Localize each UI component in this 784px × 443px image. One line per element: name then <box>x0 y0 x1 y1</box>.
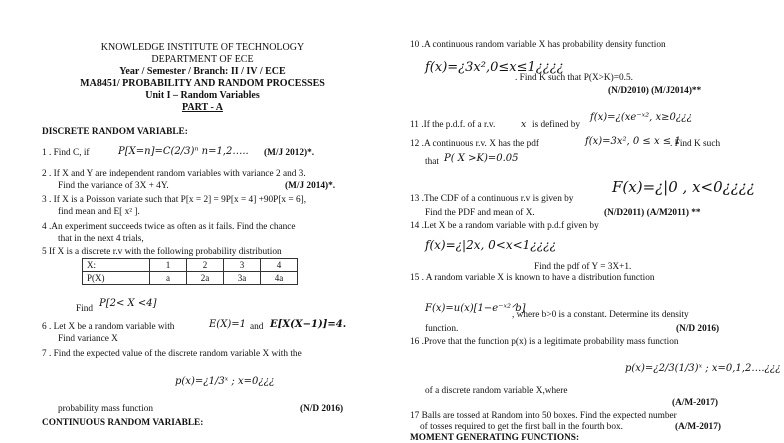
q15-formula: F(x)=u(x)[1−e⁻ˣ²ᐟb] <box>425 303 526 314</box>
table-cell: P(X) <box>83 272 150 285</box>
table-cell: 3 <box>224 259 261 272</box>
q2-tag: (M/J 2014)*. <box>285 181 336 191</box>
q12-line1: 12 .A continuous r.v. X has the pdf <box>410 139 540 149</box>
q7-line2: probability mass function <box>58 404 154 414</box>
q1-tag: (M/J 2012)*. <box>264 148 315 158</box>
q11-line1: 11 .If the p.d.f. of a r.v. <box>410 120 496 130</box>
q11-line1b: is defined by <box>532 120 581 130</box>
table-row <box>83 259 298 272</box>
q15-tag: (N/D 2016) <box>676 324 720 334</box>
q3-line2: find mean and E[ x² ]. <box>58 207 140 217</box>
q14-formula: f(x)=¿|2x, 0<x<1¿¿¿¿ <box>425 238 557 252</box>
q4-line1: 4 .An experiment succeeds twice as often as it fails. Find the chance <box>42 222 296 232</box>
q12-line1b: . Find K such <box>670 139 721 149</box>
q17-tag: (A/M-2017) <box>675 422 721 432</box>
q1-formula: P[X=n]=C(2/3)ⁿ n=1,2….. <box>118 146 249 157</box>
institute-name: KNOWLEDGE INSTITUTE OF TECHNOLOGY <box>100 42 305 53</box>
year-line: Year / Semester / Branch: II / IV / ECE <box>119 66 286 77</box>
pmf-table <box>82 258 298 285</box>
table-cell: 1 <box>150 259 187 272</box>
q16-tag: (A/M-2017) <box>672 398 718 408</box>
q14-line2: Find the pdf of Y = 3X+1. <box>534 262 632 272</box>
q2-line1: 2 . If X and Y are independent random variables with variance 2 and 3. <box>42 169 306 179</box>
q12-formula: f(x)=3x², 0 ≤ x ≤ 1 <box>585 136 681 147</box>
q12-line2: that <box>425 157 439 167</box>
q6-line2: Find variance X <box>58 334 118 344</box>
section-discrete: DISCRETE RANDOM VARIABLE: <box>42 127 188 137</box>
q5-find: Find <box>76 304 94 314</box>
q3-line1: 3 . If X is a Poisson variate such that P[x = 2] = 9P[x = 4] +90P[x = 6], <box>42 195 307 205</box>
table-cell: 2a <box>187 272 224 285</box>
q2-line2: Find the variance of 3X + 4Y. <box>58 181 169 191</box>
q11-x: x <box>521 119 527 130</box>
unit-title: Unit I – Random Variables <box>145 90 260 101</box>
q17-line1: 17 Balls are tossed at Random into 50 boxes. Find the expected number <box>410 411 677 421</box>
q1-text: 1 . Find C, if <box>42 148 90 158</box>
q10-line2: . Find K such that P(X>K)=0.5. <box>515 73 633 83</box>
q16-formula: p(x)=¿2/3(1/3)ˣ ; x=0,1,2….¿¿¿ <box>625 363 781 374</box>
q6-and: and <box>250 322 264 332</box>
q10-formula: f(x)=¿3x²,0≤x≤1¿¿¿¿ <box>425 60 564 75</box>
department-name: DEPARTMENT OF ECE <box>151 54 254 65</box>
section-continuous: CONTINUOUS RANDOM VARIABLE: <box>42 418 204 428</box>
q14-line1: 14 .Let X be a random variable with p.d.f given by <box>410 221 599 231</box>
course-title: MA8451/ PROBABILITY AND RANDOM PROCESSES <box>80 78 325 89</box>
q4-line2: that in the next 4 trials, <box>58 234 144 244</box>
q10-tag: (N/D2010) (M/J2014)** <box>608 86 702 96</box>
q5-line1: 5 If X is a discrete r.v with the following probability distribution <box>42 247 282 257</box>
q15-line3: function. <box>425 324 459 334</box>
q17-line2: of tosses required to get the first ball in the fourth box. <box>420 422 623 432</box>
q6-formula2: E[X(X−1)]=4. <box>270 319 347 330</box>
q7-tag: (N/D 2016) <box>300 404 344 414</box>
q7-line1: 7 . Find the expected value of the discrete random variable X with the <box>42 349 302 359</box>
q16-line2: of a discrete random variable X,where <box>425 386 568 396</box>
q13-tag: (N/D2011) (A/M2011) ** <box>604 208 701 218</box>
q6-formula1: E(X)=1 <box>209 319 246 330</box>
q11-formula: f(x)=¿(xe⁻ˣ², x≥0¿¿¿ <box>590 112 693 123</box>
q15-line2: , where b>0 is a constant. Determine its density <box>512 310 689 320</box>
q7-formula: p(x)=¿1/3ˣ ; x=0¿¿¿ <box>175 376 275 387</box>
q13-formula: F(x)=¿|0 , x<0¿¿¿¿ <box>612 178 755 196</box>
q10-line1: 10 .A continuous random variable X has probability density function <box>410 40 666 50</box>
q5-formula: P[2< X <4] <box>99 298 157 309</box>
q15-line1: 15 . A random variable X is known to have a distribution function <box>410 273 655 283</box>
table-row <box>83 272 298 285</box>
q13-line2: Find the PDF and mean of X. <box>425 208 535 218</box>
q16-line1: 16 .Prove that the function p(x) is a legitimate probability mass function <box>410 337 679 347</box>
table-cell: 4a <box>261 272 298 285</box>
table-cell: a <box>150 272 187 285</box>
part-title: PART - A <box>182 102 223 113</box>
q12-formula2: P( X >K)=0.05 <box>444 153 519 164</box>
q13-line1: 13 .The CDF of a continuous r.v is given by <box>410 194 574 204</box>
section-mgf: MOMENT GENERATING FUNCTIONS: <box>410 433 580 443</box>
table-cell: 4 <box>261 259 298 272</box>
table-cell: 3a <box>224 272 261 285</box>
table-cell: X: <box>83 259 150 272</box>
table-cell: 2 <box>187 259 224 272</box>
q6-line1: 6 . Let X be a random variable with <box>42 322 175 332</box>
